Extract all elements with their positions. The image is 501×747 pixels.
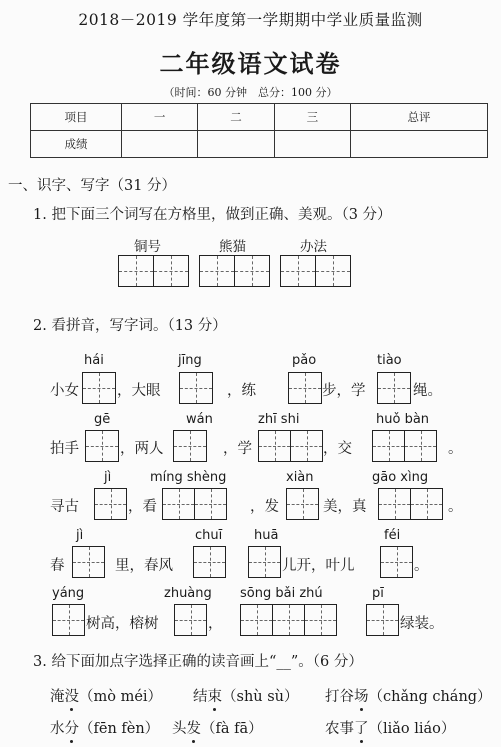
q1-grid-2[interactable] (199, 255, 270, 287)
exam-header: 2018－2019 学年度第一学期期中学业质量监测 (78, 11, 423, 29)
exam-title: 二年级语文试卷 (159, 49, 342, 78)
score-cell[interactable] (122, 131, 198, 158)
q2-grid[interactable] (162, 488, 227, 520)
q3-item-pre: 头 (172, 721, 187, 737)
q2-grid[interactable] (378, 488, 443, 520)
q2-grid[interactable] (258, 430, 323, 462)
pinyin: hái (84, 353, 104, 368)
q2-text: 小女 (50, 383, 79, 399)
pinyin: gē (94, 412, 111, 427)
pinyin: jīng (178, 353, 202, 368)
q1-grid-3[interactable] (280, 255, 351, 287)
q2-text: 寻古 (50, 499, 79, 515)
q2-grid[interactable] (286, 488, 319, 520)
q2-text: ，大眼 (117, 383, 161, 399)
q2-text: 树高，榕树 (86, 616, 159, 632)
q2-text: 儿开，叶儿 (282, 558, 355, 574)
q2-text: 。 (448, 499, 463, 515)
pinyin: yáng (52, 586, 85, 601)
score-cell[interactable] (274, 131, 350, 158)
pinyin: féi (384, 528, 401, 543)
q3-dotted-char: 发 (186, 721, 201, 737)
q1-prompt: 1. 把下面三个词写在方格里，做到正确、美观。（3 分） (33, 207, 392, 223)
q2-text: ，发 (250, 499, 279, 515)
q3-item (50, 717, 159, 738)
q2-text: 绿装。 (400, 616, 444, 632)
q2-text: 步，学 (322, 383, 366, 399)
q3-reading-options[interactable]: （fà fā） (201, 721, 263, 737)
q2-grid[interactable] (85, 430, 119, 462)
pinyin: wán (186, 412, 213, 427)
pinyin: huǒ bàn (376, 412, 430, 427)
q3-item-pre: 淹 (50, 689, 65, 705)
q1-word-3: 办法 (300, 239, 327, 255)
q2-text: 里，春风 (115, 558, 173, 574)
q1-grid-1[interactable] (118, 255, 189, 287)
score-col-2: 二 (198, 104, 274, 131)
pinyin: pǎo (292, 353, 317, 368)
q2-text: 拍手 (50, 441, 79, 457)
q3-dotted-char: 束 (207, 689, 222, 705)
q3-item-pre: 水 (50, 721, 65, 737)
score-table-score-row (31, 131, 488, 158)
pinyin: chuī (195, 528, 223, 543)
score-table (30, 103, 488, 158)
q3-reading-options[interactable]: （shù sù） (222, 689, 299, 705)
q2-grid[interactable] (52, 604, 85, 636)
q3-item (50, 685, 162, 706)
pinyin: gāo xìng (372, 470, 429, 485)
q3-reading-options[interactable]: （liǎo liáo） (368, 721, 456, 737)
q3-item (172, 717, 263, 738)
q2-grid[interactable] (372, 430, 437, 462)
score-cell[interactable] (198, 131, 274, 158)
score-table-header-row (31, 104, 488, 131)
q2-text: 。 (448, 441, 463, 457)
q2-grid[interactable] (173, 430, 207, 462)
q2-text: 美，真 (323, 499, 367, 515)
q3-reading-options[interactable]: （mò méi） (79, 689, 163, 705)
q2-grid[interactable] (82, 372, 116, 404)
q3-reading-options[interactable]: （fēn fèn） (79, 721, 160, 737)
q3-item-pre: 打谷 (325, 689, 354, 705)
q2-grid[interactable] (174, 604, 207, 636)
q2-grid[interactable] (193, 546, 226, 578)
pinyin: zhī shi (258, 412, 300, 427)
section-1-heading: 一、识字、写字（31 分） (8, 178, 177, 194)
q2-grid[interactable] (94, 488, 127, 520)
q1-word-2: 熊猫 (219, 239, 246, 255)
q2-text: ，学 (223, 441, 252, 457)
q2-text: ， (208, 616, 223, 632)
q3-prompt: 3. 给下面加点字选择正确的读音画上“__”。（6 分） (33, 654, 363, 670)
q2-text: ，练 (227, 383, 256, 399)
q3-dotted-char: 场 (354, 689, 369, 705)
pinyin: huā (254, 528, 279, 543)
pinyin: xiàn (286, 470, 314, 485)
pinyin: jì (104, 470, 112, 485)
pinyin: zhuàng (164, 586, 212, 601)
q2-grid[interactable] (248, 546, 281, 578)
q3-reading-options[interactable]: （chǎng cháng） (368, 689, 492, 705)
q3-item (325, 685, 492, 706)
score-col-total: 总评 (351, 104, 488, 131)
score-col-item: 项目 (31, 104, 122, 131)
q1-word-1: 铜号 (134, 239, 161, 255)
q2-grid[interactable] (240, 604, 337, 636)
q2-prompt: 2. 看拼音，写字词。（13 分） (33, 318, 227, 334)
q2-text: 绳。 (413, 383, 442, 399)
q3-dotted-char: 了 (354, 721, 369, 737)
pinyin: míng shèng (150, 470, 227, 485)
score-cell[interactable] (351, 131, 488, 158)
q3-item (325, 717, 455, 738)
q2-text: ，看 (128, 499, 157, 515)
q2-text: ，两人 (120, 441, 164, 457)
q3-item-pre: 农事 (325, 721, 354, 737)
q2-grid[interactable] (179, 372, 213, 404)
q2-grid[interactable] (380, 546, 413, 578)
q2-grid[interactable] (366, 604, 399, 636)
score-row-label: 成绩 (31, 131, 122, 158)
q2-text: 春 (50, 558, 65, 574)
q2-text: ，交 (323, 441, 352, 457)
q3-dotted-char: 分 (64, 721, 79, 737)
q2-grid[interactable] (72, 546, 105, 578)
exam-subtitle: （时间：60 分钟 总分：100 分） (163, 86, 338, 99)
score-col-3: 三 (274, 104, 350, 131)
score-col-1: 一 (122, 104, 198, 131)
q2-text: 。 (414, 558, 429, 574)
pinyin: tiào (377, 353, 402, 368)
q2-grid[interactable] (377, 372, 411, 404)
q3-item (193, 685, 299, 706)
pinyin: jì (76, 528, 84, 543)
pinyin: pī (372, 586, 384, 601)
pinyin: sōng bǎi zhú (240, 586, 323, 601)
q3-dotted-char: 没 (64, 689, 79, 705)
q3-item-pre: 结 (193, 689, 208, 705)
q2-grid[interactable] (288, 372, 322, 404)
